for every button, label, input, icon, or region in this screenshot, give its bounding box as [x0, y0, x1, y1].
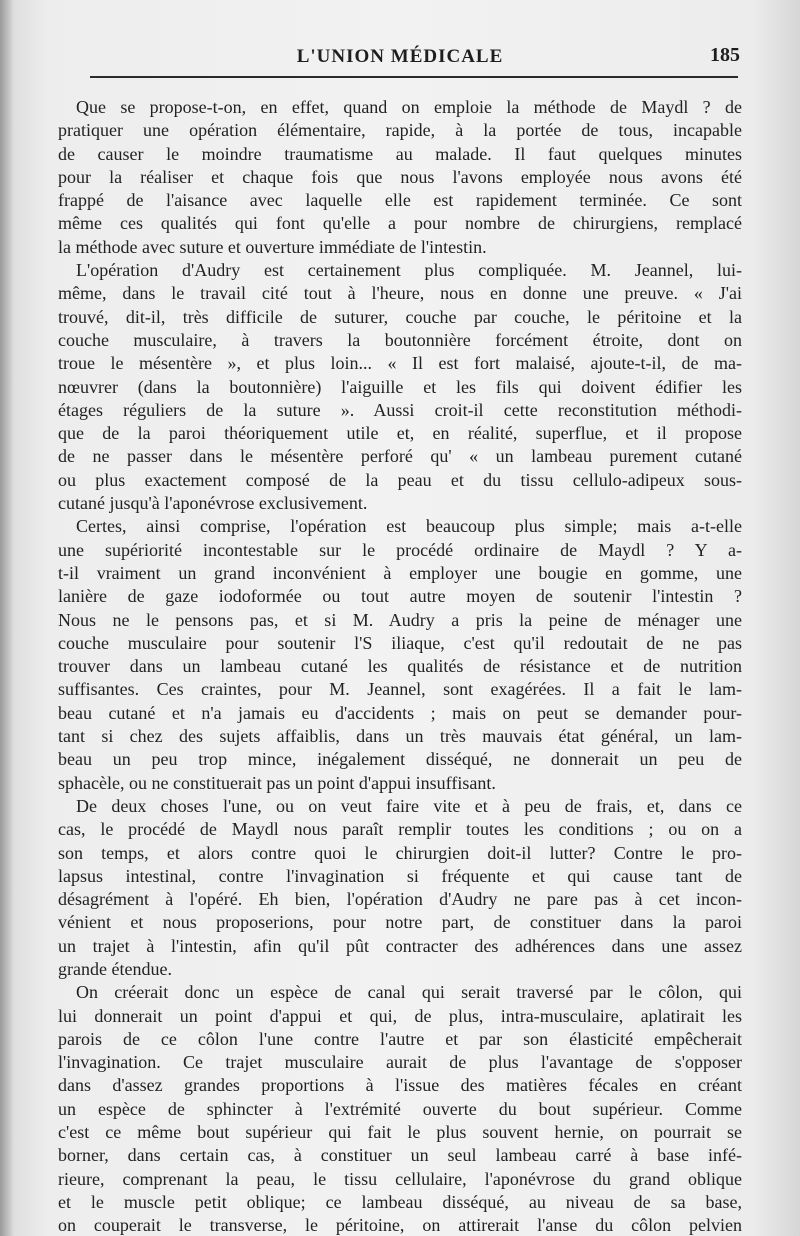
text-line: parois de ce côlon l'une contre l'autre et par son élasticité empêcherait: [58, 1028, 742, 1049]
page-header: [60, 44, 740, 70]
page-number: 185: [710, 44, 740, 66]
text-line: même ces qualités qui font qu'elle a pour nombre de chirurgiens, remplacé: [58, 213, 742, 234]
text-line: de causer le moindre traumatisme au malade. Il faut quelques minutes: [58, 143, 742, 164]
text-line: tant si chez des sujets affaiblis, dans un très mauvais état général, un lam-: [58, 726, 742, 747]
text-line: que de la paroi théoriquement utile et, en réalité, superflue, et il propose: [58, 423, 742, 444]
text-line: beau un peu trop mince, inégalement disséqué, ne donnerait un peu de: [58, 749, 742, 770]
text-line: dans d'assez grandes proportions à l'issue des matières fécales en créant: [58, 1075, 742, 1096]
text-line: lanière de gaze iodoformée ou tout autre moyen de soutenir l'intestin ?: [58, 586, 742, 607]
text-line: lapsus intestinal, contre l'invagination si fréquente et qui cause tant de: [58, 865, 742, 886]
text-line: de ne passer dans le mésentère perforé qu' « un lambeau purement cutané: [58, 446, 742, 467]
text-line: rieure, comprenant la peau, le tissu cellulaire, l'aponévrose du grand oblique: [58, 1168, 742, 1189]
text-line: De deux choses l'une, ou on veut faire vite et à peu de frais, et, dans ce: [76, 795, 742, 816]
text-line: étages réguliers de la suture ». Aussi croit-il cette reconstitution méthodi-: [58, 399, 742, 420]
text-line: même, dans le travail cité tout à l'heure, nous en donne une preuve. « J'ai: [58, 283, 742, 304]
text-line: et le muscle petit oblique; ce lambeau disséqué, au niveau de sa base,: [58, 1191, 742, 1212]
text-line: couche musculaire, à travers la boutonnière forcément étroite, dont on: [58, 329, 742, 350]
text-line: L'opération d'Audry est certainement plus compliquée. M. Jeannel, lui-: [76, 260, 742, 281]
text-line: beau cutané et n'a jamais eu d'accidents ; mais on peut se demander pour-: [58, 702, 742, 723]
text-line: On créerait donc un espèce de canal qui serait traversé par le côlon, qui: [76, 982, 742, 1003]
text-line: désagrément à l'opéré. Eh bien, l'opération d'Audry ne pare pas à cet incon-: [58, 889, 742, 910]
text-line: pratiquer une opération élémentaire, rapide, à la portée de tous, incapable: [58, 120, 742, 141]
text-line: sphacèle, ou ne constituerait pas un point d'appui insuffisant.: [58, 772, 496, 793]
text-line: trouver dans un lambeau cutané les qualités de résistance et de nutrition: [58, 656, 742, 677]
text-line: cutané jusqu'à l'aponévrose exclusivement.: [58, 493, 368, 514]
text-line: t-il vraiment un grand inconvénient à employer une bougie en gomme, une: [58, 562, 742, 583]
text-line: un trajet à l'intestin, afin qu'il pût contracter des adhérences dans une assez: [58, 935, 742, 956]
text-line: trouvé, dit-il, très difficile de suturer, couche par couche, le péritoine et la: [58, 306, 742, 327]
text-line: cas, le procédé de Maydl nous paraît remplir toutes les conditions ; ou on a: [58, 819, 742, 840]
text-line: Que se propose-t-on, en effet, quand on emploie la méthode de Maydl ? de: [76, 97, 742, 117]
text-line: couche musculaire pour soutenir l'S iliaque, c'est qu'il redoutait de ne pas: [58, 632, 742, 653]
text-line: la méthode avec suture et ouverture immédiate de l'intestin.: [58, 236, 487, 257]
text-line: suffisantes. Ces craintes, pour M. Jeannel, sont exagérées. Il a fait le lam-: [58, 679, 742, 700]
text-line: Certes, ainsi comprise, l'opération est beaucoup plus simple; mais a-t-elle: [76, 516, 742, 537]
text-line: on couperait le transverse, le péritoine, on attirerait l'anse du côlon pelvien: [58, 1215, 742, 1236]
text-line: pour la réaliser et chaque fois que nous l'avons employée nous avons été: [58, 166, 742, 187]
text-line: c'est ce même bout supérieur qui fait le plus souvent hernie, on pourrait se: [58, 1122, 742, 1143]
text-line: ou plus exactement composé de la peau et du tissu cellulo-adipeux sous-: [58, 469, 742, 490]
text-line: vénient et nous proposerions, pour notre part, de constituer dans la paroi: [58, 912, 742, 933]
text-line: frappé de l'aisance avec laquelle elle est rapidement terminée. Ce sont: [58, 190, 742, 211]
body-text: [58, 96, 742, 1236]
text-line: une supériorité incontestable sur le procédé ordinaire de Maydl ? Y a-: [58, 539, 742, 560]
text-line: l'invagination. Ce trajet musculaire aurait de plus l'avantage de s'opposer: [58, 1052, 742, 1073]
text-line: borner, dans certain cas, à constituer un seul lambeau carré à base infé-: [58, 1145, 742, 1166]
text-line: nœuvrer (dans la boutonnière) l'aiguille et les fils qui doivent édifier les: [58, 376, 742, 397]
text-line: grande étendue.: [58, 958, 172, 979]
text-line: son temps, et alors contre quoi le chirurgien doit-il lutter? Contre le pro-: [58, 842, 742, 863]
text-line: lui donnerait un point d'appui et qui, de plus, intra-musculaire, aplatirait les: [58, 1005, 742, 1026]
running-title: L'UNION MÉDICALE: [296, 46, 504, 67]
text-line: troue le mésentère », et plus loin... « Il est fort malaisé, ajoute-t-il, de ma-: [58, 353, 742, 374]
header-rule: [90, 76, 738, 78]
text-line: Nous ne le pensons pas, et si M. Audry a pris la peine de ménager une: [58, 609, 742, 630]
page-binding-shadow: [0, 0, 14, 1236]
text-line: un espèce de sphincter à l'extrémité ouverte du bout supérieur. Comme: [58, 1098, 742, 1119]
